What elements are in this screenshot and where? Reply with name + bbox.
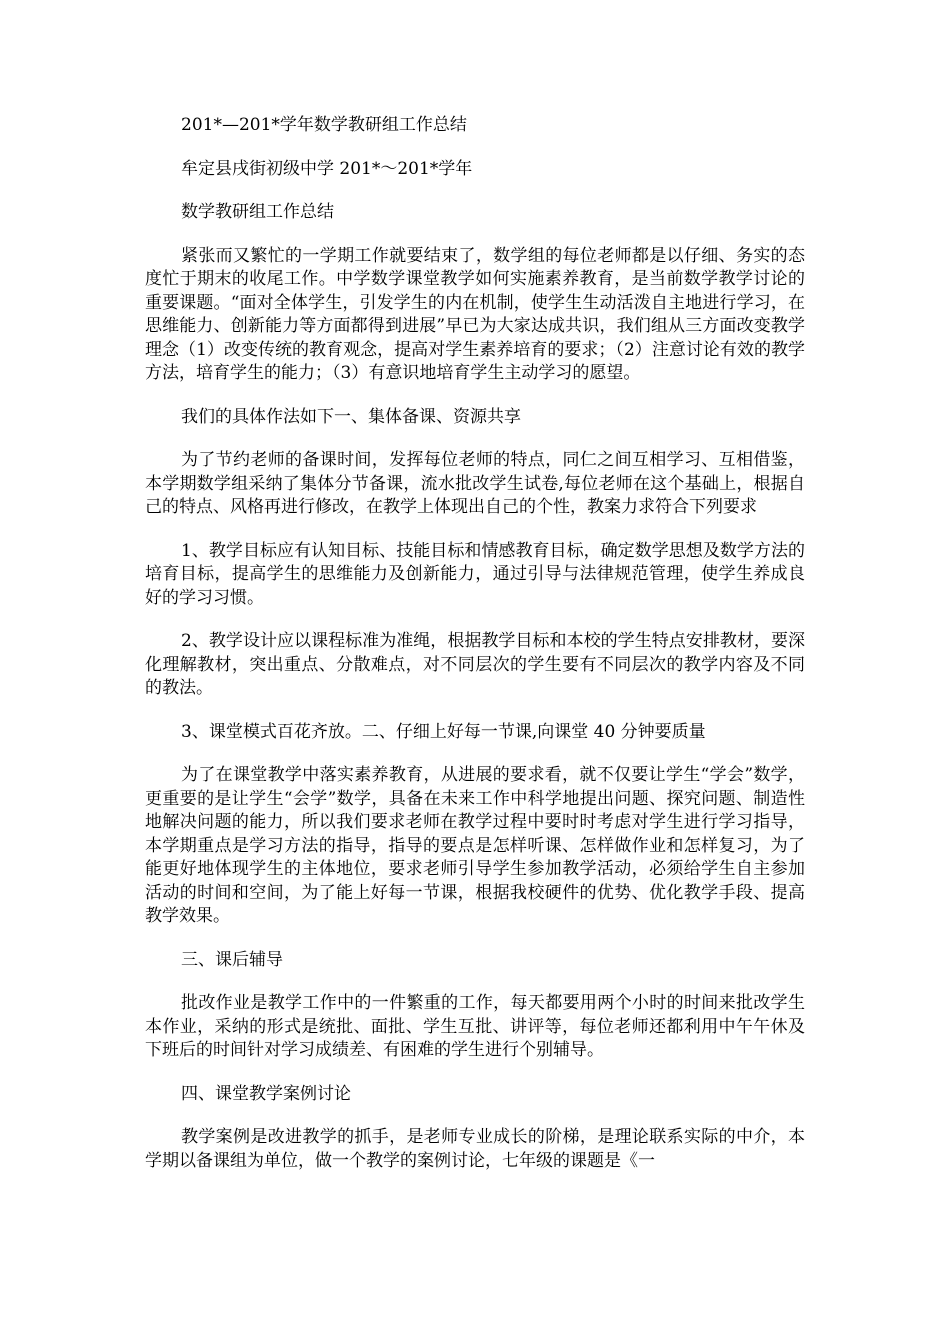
- paragraph-case-study: 教学案例是改进教学的抓手，是老师专业成长的阶梯，是理论联系实际的中介，本学期以备课组为单位，做一个教学的案例讨论，七年级的课题是《一: [145, 1127, 805, 1171]
- paragraph-heading-1: 我们的具体作法如下一、集体备课、资源共享: [181, 406, 521, 427]
- section-heading-4: 四、课堂教学案例讨论: [181, 1083, 351, 1104]
- school-year-line: 牟定县戌街初级中学 201*～201*学年: [181, 158, 473, 179]
- paragraph-tutoring: 批改作业是教学工作中的一件繁重的工作，每天都要用两个小时的时间来批改学生本作业，采纳的形式是统批、面批、学生互批、讲评等，每位老师还都利用中午午休及下班后的时间针对学习成绩差、有困难的学生进行个别辅导。: [145, 993, 805, 1060]
- section-heading-3: 三、课后辅导: [181, 949, 283, 970]
- paragraph-intro: 紧张而又繁忙的一学期工作就要结束了，数学组的每位老师都是以仔细、务实的态度忙于期末的收尾工作。中学数学课堂教学如何实施素养教育，是当前数学教学讨论的重要课题。“面对全体学生，引发学生的内在机制，使学生生动活泼自主地进行学习，在思维能力、创新能力等方面都得到进展”早已为大家达成共识，我们组从三方面改变教学理念（1）改变传统的教育观念，提高对学生素养培育的要求；（2）注意讨论有效的教学方法，培育学生的能力；（3）有意识地培育学生主动学习的愿望。: [145, 245, 805, 383]
- document-title: 201*—201*学年数学教研组工作总结: [181, 115, 467, 135]
- document-body: [145, 114, 805, 1193]
- paragraph-classroom: 为了在课堂教学中落实素养教育，从进展的要求看，就不仅要让学生“学会”数学，更重要的是让学生“会学”数学，具备在未来工作中科学地提出问题、探究问题、制造性地解决问题的能力，所以我们要求老师在教学过程中要时时考虑对学生进行学习指导，本学期重点是学习方法的指导，指导的要点是怎样听课、怎样做作业和怎样复习，为了能更好地体现学生的主体地位，要求老师引导学生参加教学活动，必须给学生自主参加活动的时间和空间，为了能上好每一节课，根据我校硬件的优势、优化教学手段、提高教学效果。: [145, 765, 805, 926]
- list-item-2: 2、教学设计应以课程标准为准绳，根据教学目标和本校的学生特点安排教材，要深化理解教材，突出重点、分散难点，对不同层次的学生要有不同层次的教学内容及不同的教法。: [145, 631, 805, 698]
- list-item-3: 3、课堂模式百花齐放。二、仔细上好每一节课,向课堂 40 分钟要质量: [181, 721, 706, 742]
- list-item-1: 1、教学目标应有认知目标、技能目标和情感教育目标，确定数学思想及数学方法的培育目标，提高学生的思维能力及创新能力，通过引导与法律规范管理，使学生养成良好的学习习惯。: [145, 540, 805, 608]
- paragraph-prep: 为了节约老师的备课时间，发挥每位老师的特点，同仁之间互相学习、互相借鉴，本学期数学组采纳了集体分节备课，流水批改学生试卷,每位老师在这个基础上，根据自己的特点、风格再进行修改，在教学上体现出自己的个性，教案力求符合下列要求: [145, 450, 805, 517]
- document-subtitle: 数学教研组工作总结: [181, 202, 334, 222]
